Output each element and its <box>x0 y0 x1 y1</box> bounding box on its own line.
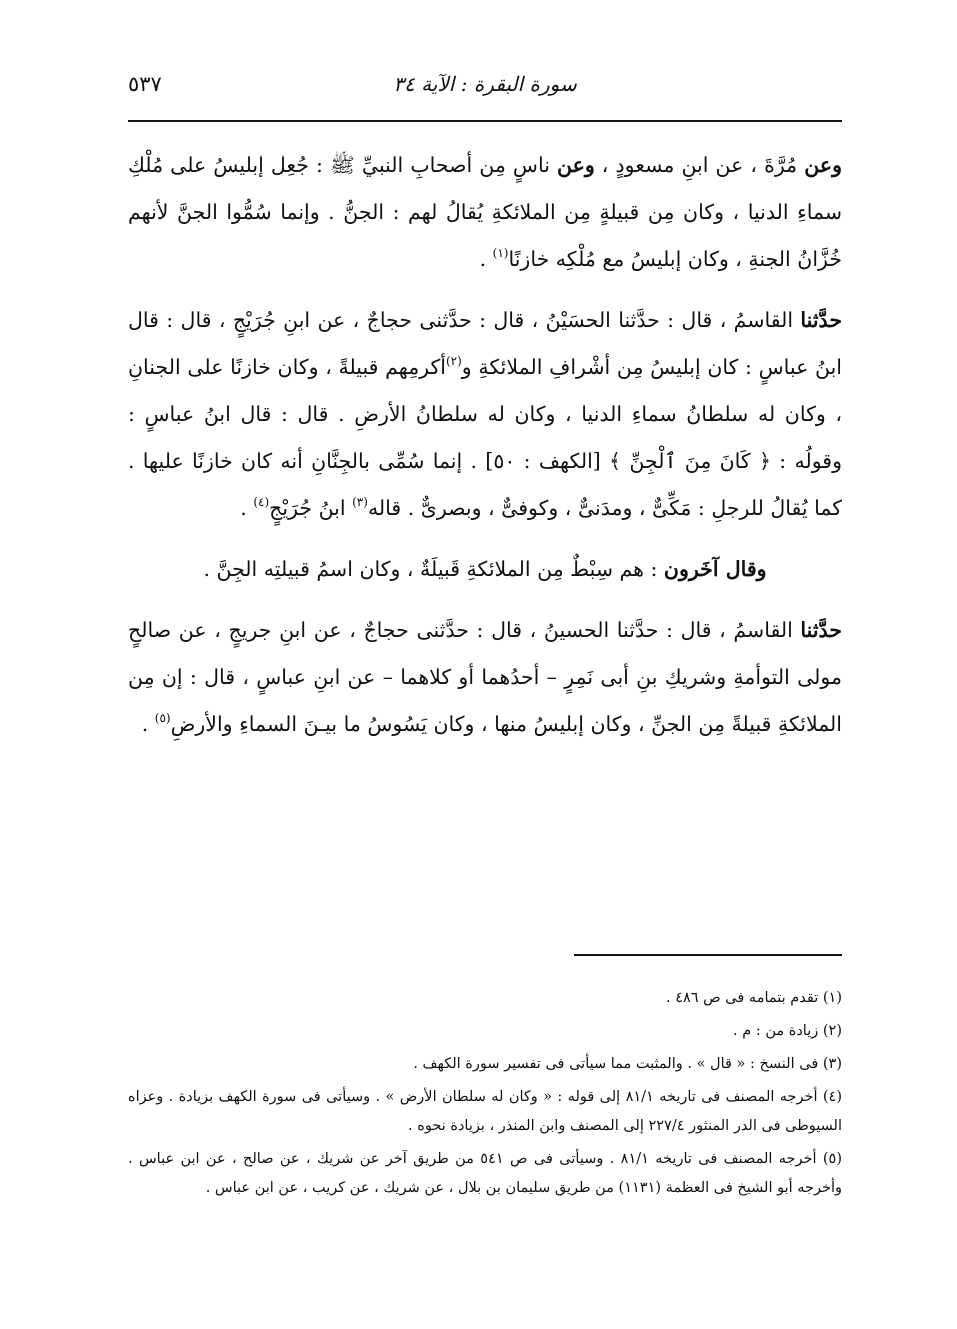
paragraph-2 <box>128 297 842 532</box>
footnote-separator <box>574 954 842 956</box>
running-header <box>128 70 842 110</box>
header-title: سورة البقرة : الآية ٣٤ <box>393 72 577 96</box>
paragraph-lead: وقال آخَرون <box>663 557 767 581</box>
paragraph-text: . <box>479 247 493 271</box>
paragraph-4 <box>128 607 842 748</box>
paragraph-text: القاسمُ ، قال : حدَّثنا الحسينُ ، قال : حدَّثنى حجاجٌ ، عن ابنِ جريجٍ ، عن صالحٍ مولى التوأمةِ وشريكِ بنِ أبى نَمِرٍ – أحدُهما أو كلاهما – عن ابنِ عباسٍ ، قال : إن مِن الملائكةِ قبيلةً مِن الجنِّ ، وكان إبليسُ منها ، وكان يَسُوسُ ما بيـنَ السماءِ والأرضِ <box>128 618 842 736</box>
footnote-2: (٢) زيادة من : م . <box>733 1023 842 1039</box>
header-rule <box>128 120 842 122</box>
footnote-ref[interactable]: (٥) <box>154 711 171 725</box>
page-number: ٥٣٧ <box>128 72 162 96</box>
paragraph-text: . <box>240 496 254 520</box>
footnotes <box>128 984 842 1207</box>
footnote-5: (٥) أخرجه المصنف فى تاريخه ٨١/١ . وسيأتى فى ص ٥٤١ من طريق آخر عن شريك ، عن صالح ، عن ابن عباس . وأخرجه أبو الشيخ فى العظمة (١١٣١) من طريق سليمان بن بلال ، عن شريك ، عن كريب ، عن ابن عباس . <box>128 1151 842 1196</box>
footnote-ref[interactable]: (١) <box>492 246 509 260</box>
footnote-ref[interactable]: (٣) <box>352 495 368 509</box>
paragraph-3 <box>128 546 842 593</box>
paragraph-lead: وعن <box>804 153 842 177</box>
paragraph-text: . <box>141 712 155 736</box>
paragraph-text: ابنُ جُرَيْجٍ <box>269 496 353 520</box>
footnote-ref[interactable]: (٤) <box>253 495 270 509</box>
paragraph-text: مُرَّةَ ، عن ابنِ مسعودٍ ، <box>594 153 805 177</box>
paragraph-text: أكرمِهم قبيلةً ، وكان خازنًا على الجنانِ ، وكان له سلطانُ سماءِ الدنيا ، وكان له سلطانُ الأرضِ . قال : قال ابنُ عباسٍ : وقولُه : ﴿ كَانَ مِنَ ٱلْجِنِّ ﴾ [الكهف : ٥٠] . إنما سُمِّى بالجِنَّانِ أنه كان خازنًا عليها . كما يُقالُ للرجلِ : مَكِّىٌّ ، ومدَنىٌّ ، وكوفىٌّ ، وبصرىٌّ . قاله <box>128 355 842 520</box>
paragraph-lead: وعن <box>556 153 595 177</box>
footnote-4: (٤) أخرجه المصنف فى تاريخه ٨١/١ إلى قوله : « وكان له سلطان الأرض » . وسيأتى فى سورة الكهف بزيادة . وعزاه السيوطى فى الدر المنثور ٢٢٧/٤ إلى المصنف وابن المنذر ، بزيادة نحوه . <box>128 1089 842 1134</box>
footnote-3: (٣) فى النسخ : « قال » . والمثبت مما سيأتى فى تفسير سورة الكهف . <box>413 1056 842 1072</box>
paragraph-lead: حدَّثنا <box>800 618 842 642</box>
footnote-1: (١) تقدم بتمامه فى ص ٤٨٦ . <box>665 990 842 1006</box>
paragraph-text: القاسمُ ، قال : حدَّثنا الحسَيْنُ ، قال : حدَّثنى حجاجٌ ، عن ابنِ جُرَيْجٍ ، قال : قال ابنُ عباسٍ : كان إبليسُ مِن أشْرافِ الملائكةِ و <box>128 308 842 379</box>
paragraph-lead: حدَّثنا <box>800 308 842 332</box>
footnote-ref[interactable]: (٢) <box>445 354 462 368</box>
main-text <box>128 142 842 762</box>
paragraph-text: : هم سِبْطٌ مِن الملائكةِ قَبيلَةٌ ، وكان اسمُ قبيلتِه الجِنَّ . <box>203 557 664 581</box>
paragraph-text: ناسٍ مِن أصحابِ النبيِّ ﷺ : جُعِل إبليسُ على مُلْكِ سماءِ الدنيا ، وكان مِن قبيلةٍ مِن الملائكةِ يُقالُ لهم : الجنُّ . وإنما سُمُّوا الجنَّ لأنهم خُزَّانُ الجنةِ ، وكان إبليسُ مع مُلْكِه خازنًا <box>128 153 842 271</box>
paragraph-1 <box>128 142 842 283</box>
